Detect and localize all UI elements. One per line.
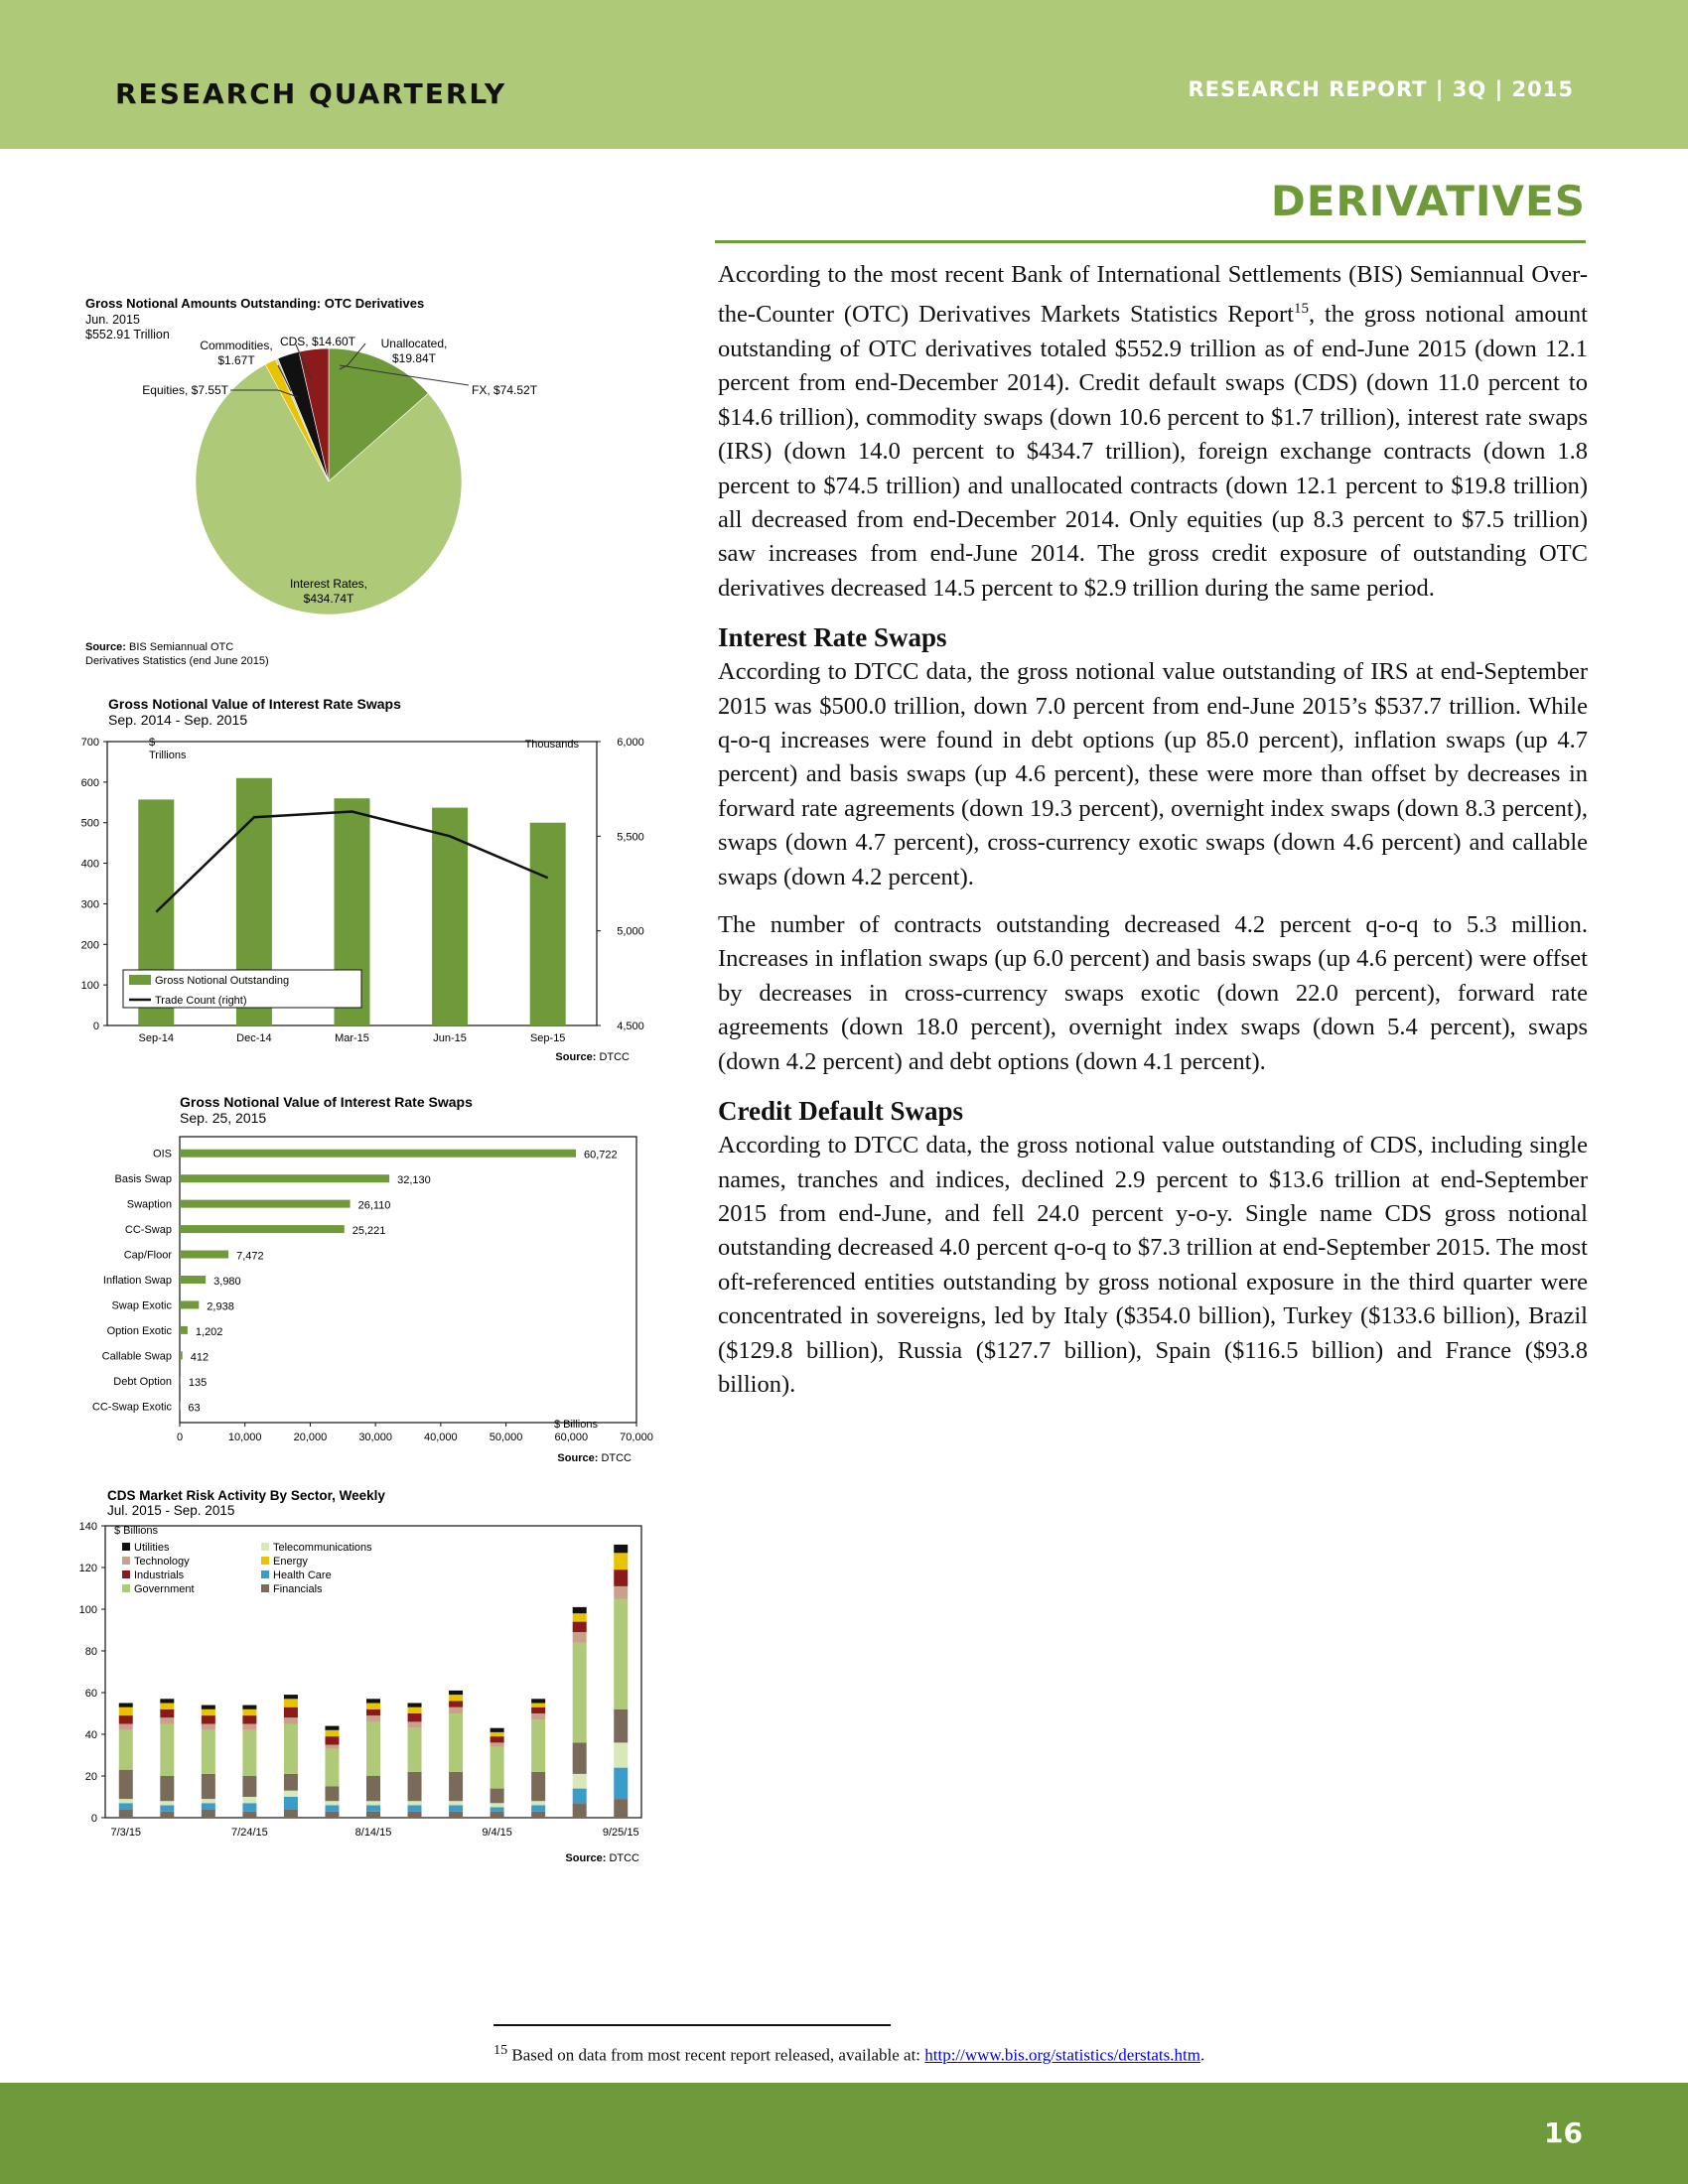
ts-right-axis [597,737,644,1032]
report-label: RESEARCH REPORT | 3Q | 2015 [1188,77,1574,101]
ts-xtick-label: Sep-15 [529,1032,566,1044]
hb-category-label: Callable Swap [101,1350,172,1363]
cds-legend-swatch-technology [122,1557,130,1565]
ts-subtitle: Sep. 2014 - Sep. 2015 [108,712,248,728]
cds-segment-industrials [202,1715,215,1723]
hb-value-label: 135 [188,1376,208,1389]
cds-segment-telecommunications [573,1774,587,1789]
cds-legend-label: Energy [273,1556,308,1568]
ts-legend-line-label: Trade Count (right) [155,995,247,1007]
hb-bar-cc-swap [180,1225,345,1233]
cds-segment-utilities [325,1726,339,1730]
cds-segment-telecommunications [531,1801,545,1805]
hb-value-label: 3,980 [213,1276,241,1288]
cds-xtick-label: 7/24/15 [231,1827,268,1839]
cds-legend-swatch-industrials [122,1570,130,1578]
cds-segment-industrials [491,1736,504,1742]
irs-paragraph-1: According to DTCC data, the gross notional value outstanding of IRS at end-September 2015 was $500.0 trillion, down 7.0 percent from end-June 2015’s $537.7 trillion. While q-o-q increases were found in debt options (up 85.0 percent), inflation swaps (up 4.7 percent) and basis swaps (up 4.6 percent), these were more than offset by decreases in forward rate agreements (down 19.3 percent), overnight index swaps (down 8.3 percent), swaps (down 4.7 percent), cross-currency exotic swaps (down 4.6 percent) and callable swaps (down 4.2 percent). [718,658,1588,890]
ts-ytick-label: 0 [92,1021,99,1032]
ts-ytick-label: 400 [80,858,99,871]
ts-y2tick-label: 5,000 [617,925,644,938]
cds-legend-label: Government [134,1583,195,1595]
cds-ytick-label: 20 [84,1771,97,1783]
pie-label-commodities-2: $1.67T [217,353,255,367]
cds-segment-health-care [491,1808,504,1812]
cds-segment-government [160,1724,174,1777]
hb-xtick-label: 10,000 [227,1432,262,1443]
ts-ylabel-left-1: $ [149,737,156,749]
cds-segment-telecommunications [242,1797,256,1803]
cds-segment-financials [449,1812,463,1818]
cds-segment-industrials [160,1709,174,1717]
cds-legend-swatch-government [122,1584,130,1592]
section-divider [715,240,1586,243]
cds-segment-financials [119,1770,133,1799]
hb-value-label: 2,938 [207,1300,234,1313]
cds-segment-telecommunications [202,1799,215,1803]
cds-segment-health-care [366,1805,380,1811]
hb-bar-inflation-swap [180,1276,206,1284]
article-body [718,258,1588,1416]
cds-segment-technology [531,1713,545,1719]
cds-ytick-label: 120 [78,1563,97,1574]
cds-segment-government [573,1643,587,1743]
hb-category-label: CC-Swap [124,1224,172,1237]
cds-segment-industrials [284,1707,298,1718]
section-title: DERIVATIVES [1270,177,1586,225]
cds-segment-financials [366,1776,380,1801]
cds-x-axis [110,1827,638,1839]
cds-segment-technology [366,1715,380,1721]
hb-category-label: Debt Option [113,1375,172,1388]
cds-segment-government [284,1724,298,1774]
pie-label-interest-rates-2: $434.74T [303,592,354,606]
hb-bar-swaption [180,1200,351,1208]
cds-segment-telecommunications [449,1801,463,1805]
cds-segment-financials [325,1812,339,1818]
cds-segment-energy [408,1707,422,1713]
pie-subtitle-total: $552.91 Trillion [85,328,170,341]
cds-segment-energy [491,1732,504,1736]
cds-segment-government [614,1599,628,1709]
cds-segment-government [366,1721,380,1776]
cds-segment-financials [119,1810,133,1818]
cds-segment-government [202,1730,215,1774]
cds-segment-energy [573,1613,587,1621]
cds-segment-energy [202,1709,215,1715]
ts-y2tick-label: 5,500 [617,831,644,844]
hb-source: Source: DTCC [557,1452,632,1464]
cds-segment-government [325,1749,339,1787]
pie-source-2: Derivatives Statistics (end June 2015) [85,655,269,667]
hb-bar-callable-swap [180,1351,183,1359]
cds-segment-financials [408,1772,422,1801]
cds-segment-telecommunications [160,1801,174,1805]
cds-segment-financials [491,1789,504,1804]
cds-segment-government [408,1728,422,1772]
cds-segment-health-care [325,1805,339,1811]
hb-bars [92,1149,618,1415]
cds-segment-financials [160,1776,174,1801]
cds-segment-utilities [284,1695,298,1699]
cds-segment-utilities [449,1691,463,1695]
cds-ytick-label: 0 [90,1813,97,1825]
ts-ytick-label: 300 [80,898,99,911]
hb-value-label: 63 [188,1402,201,1415]
cds-segment-technology [119,1724,133,1730]
cds-legend-swatch-financials [261,1584,269,1592]
ts-ytick-label: 600 [80,776,99,789]
irs-notional-timeseries-chart [46,690,651,1077]
cds-segment-industrials [449,1701,463,1706]
ts-left-axis [81,737,107,1032]
ts-ytick-label: 700 [80,737,99,749]
pie-label-equities: Equities, $7.55T [142,383,228,397]
cds-segment-telecommunications [408,1801,422,1805]
cds-segment-energy [242,1709,256,1715]
cds-ytick-label: 100 [78,1604,97,1616]
hb-bar-cap-floor [180,1251,228,1259]
hb-xtick-label: 0 [176,1432,184,1443]
cds-ylabel: $ Billions [114,1525,159,1537]
ts-legend [123,970,361,1008]
cds-segment-health-care [614,1768,628,1800]
cds-segment-utilities [366,1699,380,1703]
hb-value-label: 26,110 [357,1199,391,1212]
cds-segment-financials [614,1799,628,1818]
cds-segment-telecommunications [491,1803,504,1807]
ts-x-axis [139,1032,566,1044]
cds-legend-swatch-utilities [122,1543,130,1551]
cds-segment-health-care [160,1805,174,1811]
ts-xtick-label: Mar-15 [335,1032,369,1044]
cds-segment-telecommunications [366,1801,380,1805]
ts-bar-sep-15 [530,823,566,1025]
hb-bar-swap-exotic [180,1300,199,1308]
footnote-ref: 15 [1294,301,1309,318]
cds-legend-swatch-health-care [261,1570,269,1578]
pie-label-unallocated-2: $19.84T [391,351,437,365]
ts-source: Source: DTCC [555,1051,630,1063]
cds-legend [122,1542,372,1595]
cds-legend-label: Telecommunications [273,1542,372,1554]
hb-value-label: 412 [190,1351,210,1364]
pie-label-fx: FX, $74.52T [472,383,538,397]
cds-xtick-label: 7/3/15 [110,1827,142,1839]
cds-segment-technology [449,1707,463,1713]
cds-segment-financials [573,1742,587,1774]
cds-segment-energy [531,1704,545,1707]
cds-segment-financials [202,1810,215,1818]
cds-segment-telecommunications [284,1791,298,1797]
hb-category-label: Option Exotic [106,1324,172,1337]
cds-xtick-label: 8/14/15 [354,1827,392,1839]
hb-bar-basis-swap [180,1174,389,1182]
cds-segment-health-care [119,1803,133,1809]
cds-paragraph: According to DTCC data, the gross notional value outstanding of CDS, including single names, tranches and indices, declined 2.9 percent to $13.6 trillion at end-September 2015 from end-June, and fell 24.0 percent y-o-y. Single name CDS gross notional outstanding decreased 4.0 percent q-o-q to $7.3 trillion at end-September 2015. The most oft-referenced entities outstanding by gross notional exposure in the third quarter were concentrated in sovereigns, led by Italy ($354.0 billion), Turkey ($133.6 billion), Brazil ($129.8 billion), Russia ($127.7 billion), Spain ($116.5 billion) and France ($93.8 billion). [718,1132,1588,1398]
otc-derivatives-pie-chart [79,288,635,715]
cds-segment-industrials [325,1736,339,1744]
cds-segment-financials [325,1787,339,1802]
cds-segment-technology [202,1724,215,1730]
hb-xtick-label: 20,000 [293,1432,328,1443]
cds-segment-utilities [202,1706,215,1709]
hb-category-label: Swaption [126,1198,172,1211]
ts-legend-bar-swatch [129,975,151,985]
cds-segment-energy [449,1695,463,1701]
hb-title: Gross Notional Value of Interest Rate Swaps [180,1094,473,1110]
cds-segment-financials [202,1774,215,1799]
cds-legend-swatch-energy [261,1557,269,1565]
heading-credit-default-swaps: Credit Default Swaps [718,1096,964,1127]
cds-segment-technology [242,1724,256,1730]
hb-subtitle: Sep. 25, 2015 [180,1110,267,1126]
cds-legend-label: Industrials [134,1570,185,1581]
cds-segment-health-care [284,1797,298,1810]
cds-segment-financials [449,1772,463,1801]
pie-source: Source: BIS Semiannual OTC [85,641,234,653]
cds-segment-industrials [242,1715,256,1723]
hb-category-label: Basis Swap [114,1173,172,1186]
cds-subtitle: Jul. 2015 - Sep. 2015 [107,1503,235,1518]
cds-segment-industrials [531,1707,545,1713]
footnote-link[interactable]: http://www.bis.org/statistics/derstats.htm [924,2045,1200,2065]
cds-segment-financials [160,1812,174,1818]
ts-legend-bar-label: Gross Notional Outstanding [155,975,290,987]
ts-ylabel-left-2: Trillions [149,750,187,761]
hb-value-label: 1,202 [195,1325,223,1338]
cds-segment-energy [366,1704,380,1709]
cds-segment-utilities [531,1699,545,1703]
cds-segment-financials [573,1803,587,1818]
footnote-divider [493,2024,891,2026]
cds-xtick-label: 9/4/15 [482,1827,512,1839]
hb-value-label: 7,472 [236,1250,264,1263]
heading-interest-rate-swaps: Interest Rate Swaps [718,622,947,653]
ts-ytick-label: 200 [80,939,99,952]
hb-value-label: 25,221 [352,1225,386,1238]
ts-title: Gross Notional Value of Interest Rate Swaps [108,696,401,712]
cds-segment-financials [491,1812,504,1818]
hb-xtick-label: 70,000 [620,1432,653,1443]
cds-segment-financials [284,1810,298,1818]
cds-ytick-label: 40 [84,1729,97,1741]
cds-segment-health-care [202,1803,215,1809]
cds-legend-swatch-telecommunications [261,1543,269,1551]
cds-segment-financials [242,1776,256,1797]
cds-segment-utilities [160,1699,174,1703]
pie-slices [196,348,462,614]
hb-bar-ois [180,1150,576,1158]
page-footer [0,2083,1688,2184]
hb-category-label: Inflation Swap [102,1275,172,1287]
hb-category-label: CC-Swap Exotic [91,1401,172,1414]
cds-segment-government [119,1730,133,1770]
cds-segment-financials [531,1812,545,1818]
cds-segment-energy [160,1704,174,1709]
cds-segment-utilities [242,1706,256,1709]
cds-segment-health-care [408,1805,422,1811]
cds-segment-industrials [573,1622,587,1633]
cds-segment-technology [491,1742,504,1746]
cds-segment-financials [284,1774,298,1791]
cds-segment-energy [614,1553,628,1570]
hb-value-label: 32,130 [397,1174,431,1187]
cds-segment-telecommunications [119,1799,133,1803]
page-number: 16 [1544,2116,1583,2149]
cds-ytick-label: 60 [84,1688,97,1700]
cds-segment-health-care [242,1803,256,1811]
ts-xtick-label: Jun-15 [433,1032,467,1044]
cds-segment-industrials [119,1715,133,1723]
cds-segment-energy [284,1699,298,1706]
publication-title: RESEARCH QUARTERLY [115,77,507,110]
hb-category-label: OIS [153,1148,172,1160]
ts-ytick-label: 500 [80,817,99,830]
cds-legend-label: Financials [273,1583,323,1595]
cds-y-axis [79,1521,105,1825]
cds-segment-financials [242,1812,256,1818]
cds-segment-utilities [491,1728,504,1732]
hb-value-label: 60,722 [584,1149,618,1161]
hb-xtick-label: 60,000 [554,1432,589,1443]
cds-segment-energy [119,1707,133,1715]
cds-legend-label: Health Care [273,1570,332,1581]
pie-label-commodities-1: Commodities, [200,339,273,352]
ts-y2tick-label: 4,500 [617,1021,644,1032]
irs-paragraph-2: The number of contracts outstanding decreased 4.2 percent q-o-q to 5.3 million. Increases in inflation swaps (up 6.0 percent) and basis swaps (up 4.6 percent) were offset by decreases in cross-currency swaps exotic (down 22.0 percent), forward rate agreements (down 18.0 percent), overnight index swaps (down 5.4 percent), swaps (down 4.2 percent) and debt options (down 4.1 percent). [718,911,1588,1075]
hb-xlabel: $ Billions [553,1419,598,1431]
hb-category-label: Cap/Floor [123,1249,172,1262]
hb-xtick-label: 30,000 [358,1432,392,1443]
ts-xtick-label: Dec-14 [236,1032,272,1044]
cds-segment-financials [408,1812,422,1818]
cds-segment-utilities [408,1704,422,1707]
hb-bar-option-exotic [180,1326,188,1334]
cds-bars [119,1545,628,1818]
cds-segment-health-care [449,1805,463,1811]
footnote: $^{15}$ Based on data from most recent report released, available at: http://www.bis.org/statistics/derstats.htm. [493,2042,1205,2065]
pie-title: Gross Notional Amounts Outstanding: OTC Derivatives [85,296,425,311]
pie-label-interest-rates-1: Interest Rates, [289,577,368,591]
page-header [0,0,1688,149]
pie-subtitle-date: Jun. 2015 [85,313,140,327]
cds-segment-health-care [573,1789,587,1804]
pie-label-cds: CDS, $14.60T [279,335,356,348]
ts-y2tick-label: 6,000 [617,737,644,749]
cds-xtick-label: 9/25/15 [602,1827,639,1839]
cds-legend-label: Utilities [134,1542,170,1554]
cds-segment-technology [325,1745,339,1749]
hb-xtick-label: 50,000 [489,1432,523,1443]
cds-segment-technology [614,1586,628,1599]
cds-segment-industrials [614,1570,628,1586]
cds-segment-telecommunications [614,1742,628,1767]
hb-xtick-label: 40,000 [424,1432,458,1443]
cds-segment-financials [614,1709,628,1743]
cds-ytick-label: 140 [78,1521,97,1533]
cds-segment-technology [573,1632,587,1643]
cds-sector-stacked-chart [50,1482,655,1869]
irs-by-product-bar-chart [60,1090,655,1477]
cds-segment-utilities [573,1607,587,1613]
ts-xtick-label: Sep-14 [138,1032,175,1044]
cds-segment-government [242,1730,256,1776]
cds-source: Source: DTCC [565,1852,639,1864]
cds-title: CDS Market Risk Activity By Sector, Weekly [107,1488,385,1503]
hb-bar-debt-option [180,1377,181,1385]
pie-label-unallocated-1: Unallocated, [380,337,448,350]
cds-segment-health-care [531,1805,545,1811]
cds-segment-utilities [119,1704,133,1707]
cds-segment-financials [366,1812,380,1818]
cds-segment-utilities [614,1545,628,1553]
cds-segment-industrials [366,1709,380,1715]
cds-segment-telecommunications [325,1801,339,1805]
cds-segment-industrials [408,1713,422,1721]
cds-segment-government [449,1713,463,1772]
cds-segment-financials [531,1772,545,1801]
cds-segment-government [491,1747,504,1789]
intro-paragraph: According to the most recent Bank of International Settlements (BIS) Semiannual Over-the-Counter (OTC) Derivatives Markets Statistics Report$^{15}$, the gross notional amount outstanding of OTC derivatives totaled $552.9 trillion as of end-June 2015 (down 12.1 percent from end-December 2014). Credit default swaps (CDS) (down 11.0 percent to $14.6 trillion), commodity swaps (down 10.6 percent to $1.7 trillion), interest rate swaps (IRS) (down 14.0 percent to $434.7 trillion), foreign exchange contracts (down 1.8 percent to $74.5 trillion) and unallocated contracts (down 12.1 percent to $19.8 trillion) all decreased from end-December 2014. Only equities (up 8.3 percent to $7.5 trillion) saw increases from end-June 2014. The gross credit exposure of outstanding OTC derivatives decreased 14.5 percent to $2.9 trillion during the same period. [718,261,1588,602]
cds-segment-technology [160,1717,174,1723]
cds-segment-technology [284,1717,298,1723]
cds-segment-energy [325,1730,339,1736]
cds-segment-government [531,1719,545,1772]
cds-legend-label: Technology [134,1556,190,1568]
hb-category-label: Swap Exotic [111,1299,172,1312]
ts-ytick-label: 100 [80,980,99,993]
ts-ylabel-right: Thousands [524,739,579,751]
hb-bar-cc-swap-exotic [180,1402,181,1410]
cds-segment-technology [408,1721,422,1727]
cds-ytick-label: 80 [84,1646,97,1658]
